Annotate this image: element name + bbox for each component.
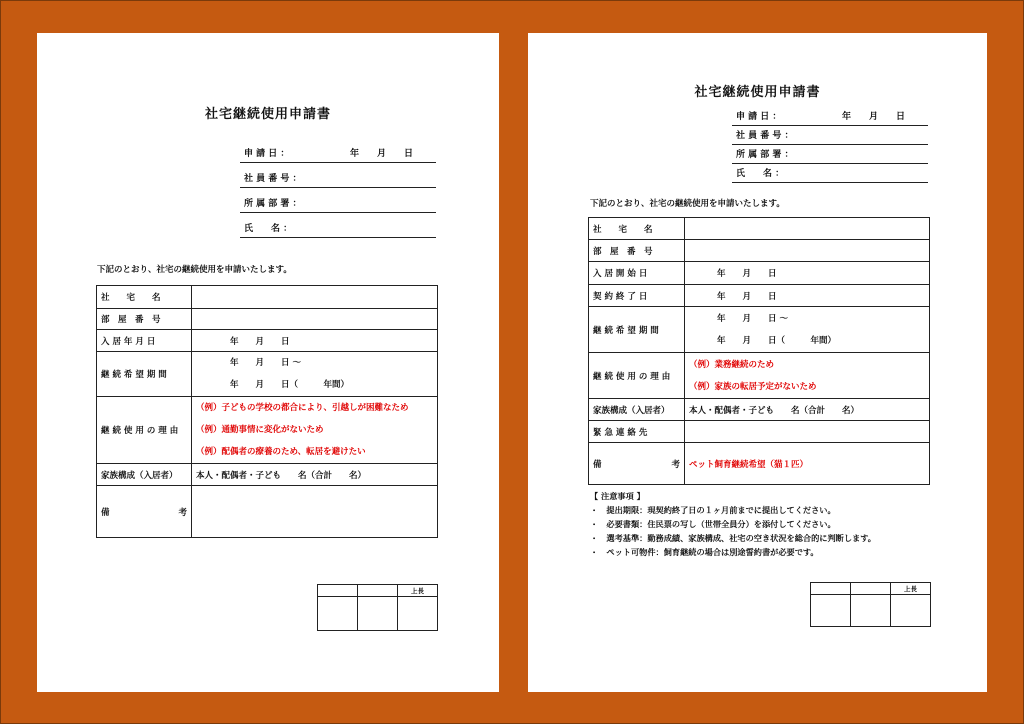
meta-label: 所 属 部 署 ：	[736, 150, 794, 160]
stamp-header-supervisor: 上長	[398, 585, 438, 597]
label-desired-period: 継 続 希 望 期 間	[97, 352, 192, 397]
label-move-in-date: 入 居 年 月 日	[97, 330, 192, 352]
note-item: ・ 提出期限：現契約終了日の１ヶ月前までに提出してください。	[590, 505, 836, 515]
meta-name	[732, 165, 928, 183]
field-reason[interactable]	[685, 353, 930, 399]
row-contract-end	[589, 285, 930, 307]
field-family[interactable]: 本人・配偶者・子ども 名（合計 名）	[192, 464, 438, 486]
row-family	[589, 399, 930, 421]
document-title: 社宅継続使用申請書	[204, 107, 331, 122]
application-form-table	[588, 217, 930, 485]
row-desired-period	[589, 307, 930, 353]
label-room-number: 部 屋 番 号	[589, 240, 685, 262]
label-reason: 継 続 使 用 の 理 由	[589, 353, 685, 399]
row-remarks	[589, 443, 930, 485]
meta-label: 氏 名 ：	[244, 224, 293, 234]
label-remarks-2: 考	[671, 459, 680, 470]
label-remarks	[97, 486, 192, 538]
field-remarks[interactable]	[192, 486, 438, 538]
label-room-number: 部 屋 番 号	[97, 309, 192, 330]
stamp-header-2	[851, 583, 891, 595]
row-desired-period	[97, 352, 438, 397]
label-company-housing: 社 宅 名	[97, 286, 192, 309]
reason-example-2: （例）家族の転居予定がないため	[689, 381, 817, 392]
label-emergency-contact: 緊 急 連 絡 先	[589, 421, 685, 443]
meta-label: 氏 名 ：	[736, 169, 785, 179]
row-company-housing	[97, 286, 438, 309]
meta-value: 年 月 日	[842, 112, 906, 122]
application-form-table	[96, 285, 438, 538]
label-move-in-start: 入 居 開 始 日	[589, 262, 685, 285]
label-company-housing: 社 宅 名	[589, 218, 685, 240]
label-remarks	[589, 443, 685, 485]
intro-text: 下記のとおり、社宅の継続使用を申請いたします。	[590, 199, 785, 209]
reason-example-3: （例）配偶者の療養のため、転居を避けたい	[196, 447, 366, 457]
stamp-cell-1[interactable]	[318, 597, 358, 631]
document-title: 社宅継続使用申請書	[694, 85, 821, 100]
stamp-cell-2[interactable]	[851, 595, 891, 627]
field-family[interactable]: 本人・配偶者・子ども 名（合計 名）	[685, 399, 930, 421]
meta-name	[240, 220, 436, 238]
field-desired-period[interactable]	[192, 352, 438, 397]
stamp-header-1	[318, 585, 358, 597]
row-emergency-contact	[589, 421, 930, 443]
field-move-in-start[interactable]: 年 月 日	[685, 262, 930, 285]
note-item: ・ 必要書類：住民票の写し（世帯全員分）を添付してください。	[590, 519, 836, 529]
field-remarks[interactable]: ペット飼育継続希望（猫１匹）	[685, 443, 930, 485]
row-company-housing	[589, 218, 930, 240]
field-contract-end[interactable]: 年 月 日	[685, 285, 930, 307]
label-contract-end: 契 約 終 了 日	[589, 285, 685, 307]
field-room-number[interactable]	[685, 240, 930, 262]
period-start: 年 月 日 〜	[230, 358, 301, 368]
period-end: 年 月 日（ 年間）	[230, 380, 350, 390]
meta-employee-number	[240, 170, 436, 188]
approval-stamp-box	[810, 582, 931, 627]
label-reason: 継 続 使 用 の 理 由	[97, 397, 192, 464]
field-company-housing[interactable]	[192, 286, 438, 309]
stamp-header-2	[358, 585, 398, 597]
document-page-left	[37, 33, 499, 692]
meta-value: 年 月 日	[350, 149, 414, 159]
reason-example-1: （例）子どもの学校の都合により、引越しが困難なため	[196, 403, 409, 413]
note-item: ・ ペット可物件：飼育継続の場合は別途誓約書が必要です。	[590, 547, 819, 557]
label-remarks-1: 備	[593, 459, 602, 470]
document-page-right	[528, 33, 987, 692]
label-desired-period: 継 続 希 望 期 間	[589, 307, 685, 353]
row-reason	[589, 353, 930, 399]
stamp-header-supervisor: 上長	[891, 583, 931, 595]
stamp-header-1	[811, 583, 851, 595]
notes-title: 【 注意事項 】	[590, 491, 645, 501]
field-move-in-date[interactable]: 年 月 日	[192, 330, 438, 352]
stamp-cell-1[interactable]	[811, 595, 851, 627]
reason-example-2: （例）通勤事情に変化がないため	[196, 425, 324, 435]
row-room-number	[589, 240, 930, 262]
period-end: 年 月 日（ 年間）	[717, 335, 837, 346]
meta-employee-number	[732, 127, 928, 145]
meta-label: 社 員 番 号 ：	[736, 131, 794, 141]
meta-department	[732, 146, 928, 164]
row-move-in-date	[97, 330, 438, 352]
meta-label: 申 請 日 ：	[736, 112, 782, 122]
row-remarks	[97, 486, 438, 538]
field-reason[interactable]	[192, 397, 438, 464]
label-family: 家族構成（入居者）	[97, 464, 192, 486]
field-company-housing[interactable]	[685, 218, 930, 240]
row-room-number	[97, 309, 438, 330]
row-family	[97, 464, 438, 486]
stamp-cell-supervisor[interactable]	[398, 597, 438, 631]
field-desired-period[interactable]	[685, 307, 930, 353]
field-room-number[interactable]	[192, 309, 438, 330]
intro-text: 下記のとおり、社宅の継続使用を申請いたします。	[97, 265, 292, 275]
field-emergency-contact[interactable]	[685, 421, 930, 443]
meta-application-date	[240, 145, 436, 163]
label-family: 家族構成（入居者）	[589, 399, 685, 421]
row-reason	[97, 397, 438, 464]
meta-label: 申 請 日 ：	[244, 149, 290, 159]
meta-department	[240, 195, 436, 213]
approval-stamp-box	[317, 584, 438, 631]
stamp-cell-supervisor[interactable]	[891, 595, 931, 627]
meta-application-date	[732, 108, 928, 126]
note-item: ・ 選考基準：勤務成績、家族構成、社宅の空き状況を総合的に判断します。	[590, 533, 876, 543]
row-move-in-start	[589, 262, 930, 285]
period-start: 年 月 日 〜	[717, 313, 788, 324]
label-remarks-2: 考	[178, 507, 187, 518]
meta-label: 社 員 番 号 ：	[244, 174, 302, 184]
reason-example-1: （例）業務継続のため	[689, 359, 775, 370]
label-remarks-1: 備	[101, 507, 110, 518]
meta-label: 所 属 部 署 ：	[244, 199, 302, 209]
stamp-cell-2[interactable]	[358, 597, 398, 631]
notes-section	[590, 489, 876, 559]
